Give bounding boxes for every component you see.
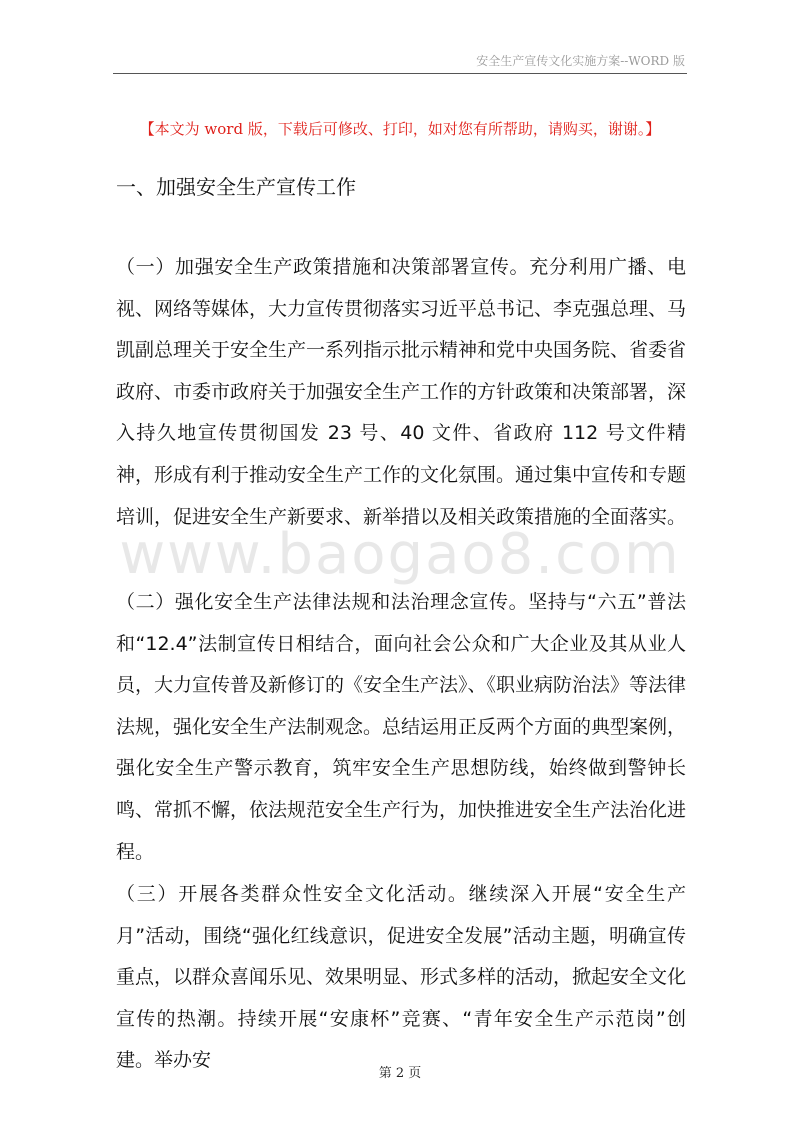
section-heading: 一、加强安全生产宣传工作 [116,175,356,199]
watermark: www.baogao8.com [119,522,681,587]
purchase-notice: 【本文为 word 版，下载后可修改、打印，如对您有所帮助，请购买，谢谢。】 [139,120,661,138]
paragraph-cultural-activities: （三）开展各类群众性安全文化活动。继续深入开展“安全生产月”活动，围绕“强化红线意识，促进安全发展”活动主题，明确宣传重点，以群众喜闻乐见、效果明显、形式多样的活动，掀起安全文化宣传的热潮。持续开展“安康杯”竞赛、“青年安全生产示范岗”创建。举办安 [116,883,687,1072]
header-divider [113,73,687,74]
page-number: 第 2 页 [378,1066,422,1081]
paragraph-policy-publicity: （一）加强安全生产政策措施和决策部署宣传。充分利用广播、电视、网络等媒体，大力宣传贯彻落实习近平总书记、李克强总理、马凯副总理关于安全生产一系列指示批示精神和党中央国务院、省委省政府、市委市政府关于加强安全生产工作的方针政策和决策部署，深入持久地宣传贯彻国发 23 号、40 文件、省政府 112 号文件精神，形成有利于推动安全生产工作的文化氛围。通过集中宣传和专题培训，促进安全生产新要求、新举措以及相关政策措施的全面落实。 [116,256,687,528]
paragraph-legal-publicity: （二）强化安全生产法律法规和法治理念宣传。坚持与“六五”普法和“12.4”法制宣传日相结合，面向社会公众和广大企业及其从业人员，大力宣传普及新修订的《安全生产法》、《职业病防治法》等法律法规，强化安全生产法制观念。总结运用正反两个方面的典型案例，强化安全生产警示教育，筑牢安全生产思想防线，始终做到警钟长鸣、常抓不懈，依法规范安全生产行为，加快推进安全生产法治化进程。 [116,591,687,863]
document-header-title: 安全生产宣传文化实施方案--WORD 版 [476,54,685,68]
